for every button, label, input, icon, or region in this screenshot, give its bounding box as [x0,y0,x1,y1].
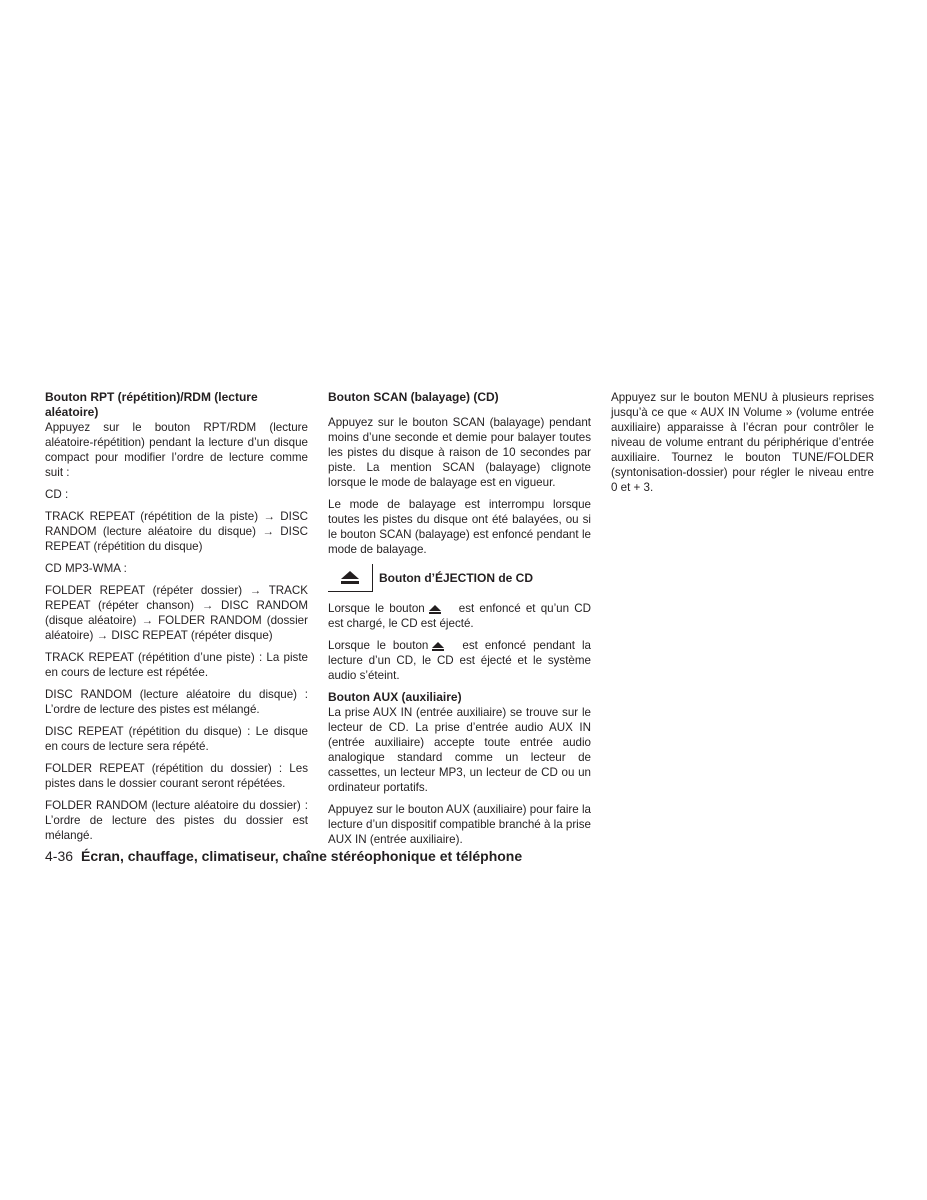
scan-paragraph-1: Appuyez sur le bouton SCAN (balayage) pendant moins d’une seconde et demie pour balayer toutes les pistes du disque à raison de 10 secondes par piste. La mention SCAN (balayage) clignote lorsque le mode de balayage est en vigueur. [328,416,591,489]
eject-icon [432,642,444,651]
eject-p2-after: est enfoncé pendant la lecture d’un CD, le CD est éjecté et le système audio s’éteint. [328,639,592,682]
folder-random-desc: FOLDER RANDOM (lecture aléatoire du dossier) : L’ordre de lecture des pistes du dossier est mélangé. [45,799,308,842]
cd-sequence: TRACK REPEAT (répétition de la piste) → DISC RANDOM (lecture aléatoire du disque) → DISC REPEAT (répétition du disque) [45,510,308,553]
eject-heading: Bouton d’ÉJECTION de CD [379,570,533,585]
eject-p1-before: Lorsque le bouton [328,602,425,615]
aux-volume-paragraph: Appuyez sur le bouton MENU à plusieurs reprises jusqu’à ce que « AUX IN Volume » (volume entrée auxiliaire) apparaisse à l’écran pour contrôler le niveau de volume entrant du périphérique d’entrée auxiliaire. Tournez le bouton TUNE/FOLDER (syntonisation-dossier) pour régler le niveau entre 0 et + 3. [611,391,874,494]
disc-repeat-desc: DISC REPEAT (répétition du disque) : Le disque en cours de lecture sera répété. [45,725,308,753]
column-right [611,390,874,502]
eject-p2-before: Lorsque le bouton [328,639,429,652]
eject-icon [429,605,441,614]
eject-icon-box [328,564,373,592]
eject-p1-after: est enfoncé et qu’un CD est chargé, le CD est éjecté. [328,602,592,630]
rpt-rdm-intro: Appuyez sur le bouton RPT/RDM (lecture aléatoire-répétition) pendant la lecture d’un disque compact pour modifier l’ordre de lecture comme suit : [45,421,308,479]
mp3-sequence: FOLDER REPEAT (répéter dossier) → TRACK REPEAT (répéter chanson) → DISC RANDOM (disque aléatoire) → FOLDER RANDOM (dossier aléatoire) → DISC REPEAT (répéter disque) [45,584,308,642]
eject-paragraph-1 [328,601,591,631]
aux-heading: Bouton AUX (auxiliaire) [328,690,462,704]
column-middle [328,390,591,847]
scan-paragraph-2: Le mode de balayage est interrompu lorsque toutes les pistes du disque ont été balayées, ou si le bouton SCAN (balayage) est enfoncé pendant le mode de balayage. [328,498,591,556]
eject-heading-row [328,564,591,592]
rpt-rdm-heading: Bouton RPT (répétition)/RDM (lecture aléatoire) [45,390,258,419]
disc-random-desc: DISC RANDOM (lecture aléatoire du disque) : L’ordre de lecture des pistes est mélangé. [45,688,308,716]
aux-paragraph-2: Appuyez sur le bouton AUX (auxiliaire) pour faire la lecture d’un dispositif compatible branché à la prise AUX IN (entrée auxiliaire). [328,803,591,846]
mp3-label: CD MP3-WMA : [45,562,127,575]
eject-paragraph-2 [328,638,591,683]
track-repeat-desc: TRACK REPEAT (répétition d’une piste) : La piste en cours de lecture est répétée. [45,651,308,679]
cd-label: CD : [45,488,69,501]
eject-icon [341,571,359,584]
column-left [45,390,308,843]
scan-heading: Bouton SCAN (balayage) (CD) [328,390,499,404]
page-number: 4-36 [45,848,74,864]
folder-repeat-desc: FOLDER REPEAT (répétition du dossier) : Les pistes dans le dossier courant seront répétées. [45,762,308,790]
chapter-title: Écran, chauffage, climatiseur, chaîne stéréophonique et téléphone [81,848,523,864]
aux-paragraph-1: La prise AUX IN (entrée auxiliaire) se trouve sur le lecteur de CD. La prise d’entrée audio AUX IN (entrée auxiliaire) accepte toute entrée audio analogique standard comme un lecteur de cassettes, un lecteur MP3, un lecteur de CD ou un ordinateur portatifs. [328,706,591,794]
page-footer [45,847,522,865]
